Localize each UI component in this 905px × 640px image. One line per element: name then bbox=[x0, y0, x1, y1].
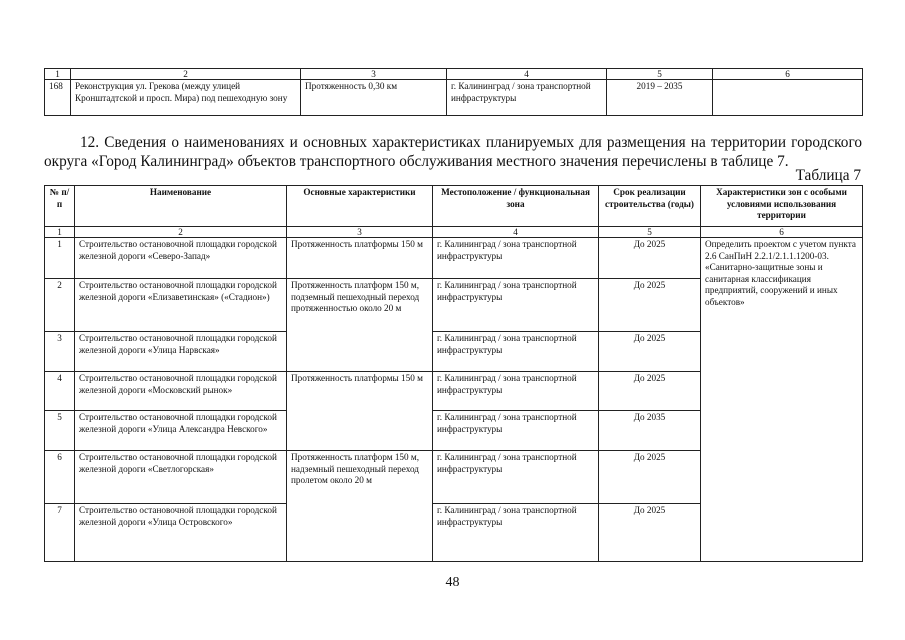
row-characteristics: Протяженность платформ 150 м, надземный пешеходный переход пролетом около 20 м bbox=[287, 451, 433, 562]
row-name: Строительство остановочной площадки городской железной дороги «Северо-Запад» bbox=[75, 238, 287, 279]
table-row bbox=[45, 238, 863, 279]
row-term: До 2025 bbox=[599, 451, 701, 504]
row-number: 2 bbox=[45, 279, 75, 332]
row-location: г. Калининград / зона транспортной инфраструктуры bbox=[433, 279, 599, 332]
row-characteristics: Протяженность платформы 150 м bbox=[287, 372, 433, 451]
row-name: Строительство остановочной площадки городской железной дороги «Московский рынок» bbox=[75, 372, 287, 411]
row-term: До 2035 bbox=[599, 411, 701, 451]
row-number: 6 bbox=[45, 451, 75, 504]
row-term: До 2025 bbox=[599, 504, 701, 562]
table-row bbox=[45, 80, 863, 116]
row-location: г. Калининград / зона транспортной инфраструктуры bbox=[433, 504, 599, 562]
row-name: Строительство остановочной площадки городской железной дороги «Улица Островского» bbox=[75, 504, 287, 562]
header-location: Местоположение / функциональная зона bbox=[433, 186, 599, 227]
row-term: До 2025 bbox=[599, 372, 701, 411]
table-caption: Таблица 7 bbox=[795, 167, 861, 184]
header-characteristics: Основные характеристики bbox=[287, 186, 433, 227]
column-number: 3 bbox=[287, 227, 433, 238]
row-name: Строительство остановочной площадки городской железной дороги «Светлогорская» bbox=[75, 451, 287, 504]
row-term: До 2025 bbox=[599, 279, 701, 332]
header-name: Наименование bbox=[75, 186, 287, 227]
section-paragraph: 12. Сведения о наименованиях и основных характеристиках планируемых для размещения на территории городского округа «Город Калининград» объектов транспортного обслуживания местного значения перечислены в таблице 7. bbox=[44, 134, 862, 170]
row-number: 3 bbox=[45, 332, 75, 372]
row-name: Реконструкция ул. Грекова (между улицей Кронштадтской и просп. Мира) под пешеходную зону bbox=[71, 80, 301, 116]
row-location: г. Калининград / зона транспортной инфраструктуры bbox=[433, 238, 599, 279]
row-characteristics: Протяженность платформ 150 м, подземный пешеходный переход протяженностью около 20 м bbox=[287, 279, 433, 372]
row-number: 168 bbox=[45, 80, 71, 116]
row-name: Строительство остановочной площадки городской железной дороги «Елизаветинская» («Стадион») bbox=[75, 279, 287, 332]
row-location: г. Калининград / зона транспортной инфраструктуры bbox=[433, 451, 599, 504]
column-number-row bbox=[45, 69, 863, 80]
column-number: 6 bbox=[701, 227, 863, 238]
row-number: 7 bbox=[45, 504, 75, 562]
top-table bbox=[44, 68, 863, 116]
row-number: 1 bbox=[45, 238, 75, 279]
column-number: 2 bbox=[71, 69, 301, 80]
row-term: До 2025 bbox=[599, 238, 701, 279]
column-number: 1 bbox=[45, 227, 75, 238]
page-number: 48 bbox=[445, 575, 460, 590]
row-characteristics: Протяженность платформы 150 м bbox=[287, 238, 433, 279]
row-number: 4 bbox=[45, 372, 75, 411]
header-num: № п/п bbox=[45, 186, 75, 227]
row-term: До 2025 bbox=[599, 332, 701, 372]
header-zones: Характеристики зон с особыми условиями использования территории bbox=[701, 186, 863, 227]
zones-note: Определить проектом с учетом пункта 2.6 СанПиН 2.2.1/2.1.1.1200-03. «Санитарно-защитные зоны и санитарная классификация предприятий, сооружений и иных объектов» bbox=[701, 238, 863, 562]
column-number: 1 bbox=[45, 69, 71, 80]
row-term: 2019 – 2035 bbox=[607, 80, 713, 116]
column-number: 3 bbox=[301, 69, 447, 80]
row-location: г. Калининград / зона транспортной инфраструктуры bbox=[447, 80, 607, 116]
header-term: Срок реализации строительства (годы) bbox=[599, 186, 701, 227]
column-number: 5 bbox=[607, 69, 713, 80]
column-number: 6 bbox=[713, 69, 863, 80]
row-name: Строительство остановочной площадки городской железной дороги «Улица Нарвская» bbox=[75, 332, 287, 372]
column-number: 5 bbox=[599, 227, 701, 238]
row-characteristics: Протяженность 0,30 км bbox=[301, 80, 447, 116]
row-name: Строительство остановочной площадки городской железной дороги «Улица Александра Невского» bbox=[75, 411, 287, 451]
header-row bbox=[45, 186, 863, 227]
column-number: 2 bbox=[75, 227, 287, 238]
row-location: г. Калининград / зона транспортной инфраструктуры bbox=[433, 332, 599, 372]
row-location: г. Калининград / зона транспортной инфраструктуры bbox=[433, 411, 599, 451]
row-number: 5 bbox=[45, 411, 75, 451]
column-number: 4 bbox=[447, 69, 607, 80]
table-7 bbox=[44, 185, 863, 562]
column-number: 4 bbox=[433, 227, 599, 238]
row-zones bbox=[713, 80, 863, 116]
column-number-row bbox=[45, 227, 863, 238]
row-location: г. Калининград / зона транспортной инфраструктуры bbox=[433, 372, 599, 411]
